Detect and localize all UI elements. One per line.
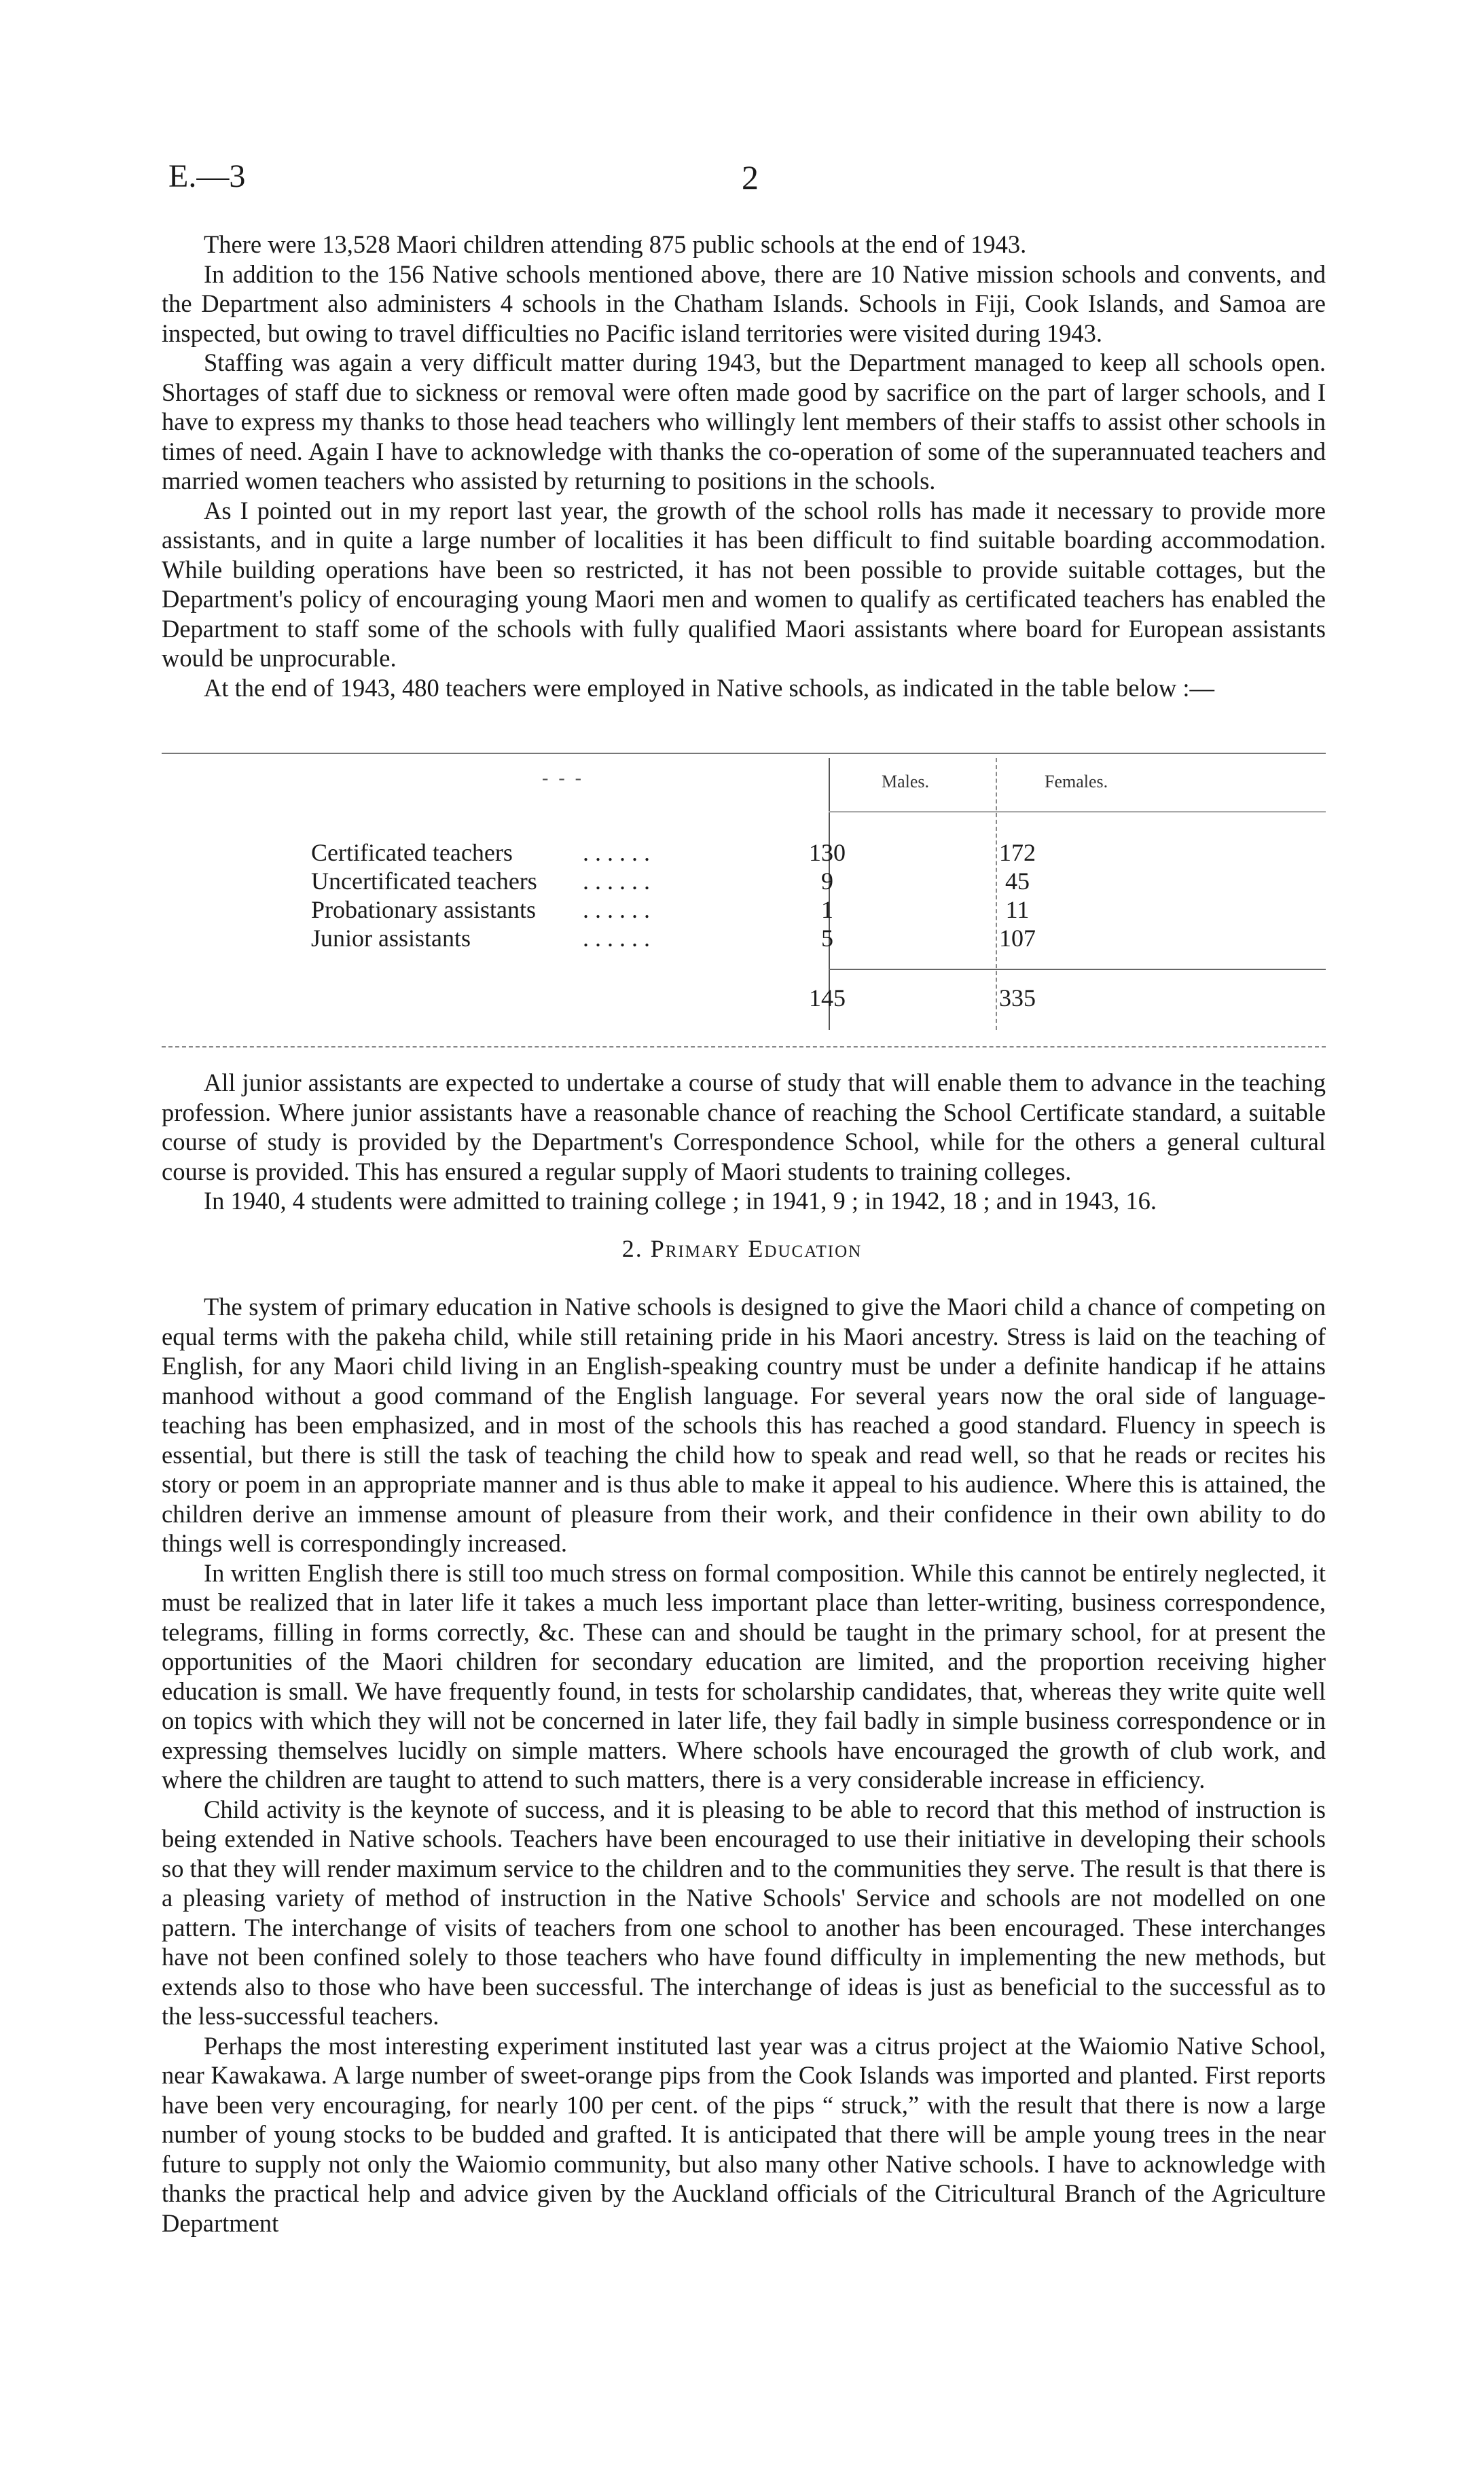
total-males: 145: [809, 984, 846, 1012]
header-rule: [829, 811, 1326, 812]
table-bottom-rule: [162, 1046, 1326, 1048]
table-cell-females: 45: [1005, 867, 1030, 895]
total-females: 335: [999, 984, 1036, 1012]
table-row-label: Certificated teachers: [311, 839, 513, 866]
paragraph: At the end of 1943, 480 teachers were employed in Native schools, as indicated in the table below :—: [204, 673, 1214, 702]
section-heading: [0, 1234, 1484, 1263]
dot-leader: . . . . . .: [583, 925, 650, 952]
table-cell-males: 5: [821, 925, 833, 952]
totals-rule: [829, 969, 1326, 970]
paragraph: As I pointed out in my report last year, the growth of the school rolls has made it necessary to provide more assistants, and in quite a large number of localities it has been difficult to find suitable boarding accommodation. While building operations have been so restricted, it has not been possible to provide suitable cottages, but the Department's policy of encouraging young Maori men and women to qualify as certificated teachers has enabled the Department to staff some of the schools with fully qualified Maori assistants where board for European assistants would be unprocurable.: [162, 496, 1326, 672]
section-1-text: [162, 230, 1326, 702]
paragraph: Perhaps the most interesting experiment instituted last year was a citrus project at the Waiomio Native School, near Kawakawa. A large number of sweet-orange pips from the Cook Islands was imported and planted. First reports have been very encouraging, for nearly 100 per cent. of the pips “ struck,” with the result that there is now a large number of young stocks to be budded and grafted. It is anticipated that there will be ample young trees in the near future to supply not only the Waiomio community, but also many other Native schools. I have to acknowledge with thanks the practical help and advice given by the Auckland officials of the Citricultural Branch of the Agriculture Department: [162, 2031, 1326, 2237]
dot-leader: . . . . . .: [583, 867, 650, 895]
table-cell-females: 107: [999, 925, 1036, 952]
paragraph: All junior assistants are expected to undertake a course of study that will enable them to advance in the teaching profession. Where junior assistants have a reasonable chance of reaching the School Certificate standard, a suitable course of study is provided by the Department's Correspondence School, while for the others a general cultural course is provided. This has ensured a regular supply of Maori students to training colleges.: [162, 1069, 1326, 1185]
table-top-rule: [162, 753, 1326, 754]
paragraph: There were 13,528 Maori children attending 875 public schools at the end of 1943.: [204, 230, 1027, 258]
table-row-label: Uncertificated teachers: [311, 867, 537, 895]
table-cell-females: 172: [999, 839, 1036, 866]
section-3-text: [162, 1292, 1326, 2238]
table-cell-males: 9: [821, 867, 833, 895]
heading-number: 2.: [621, 1235, 643, 1262]
column-header-males: Males.: [882, 772, 930, 791]
heading-title: Primary Education: [650, 1235, 863, 1262]
paragraph: Child activity is the keynote of success, and it is pleasing to be able to record that this method of instruction is being extended in Native schools. Teachers have been encouraged to use their initiative in developing their schools so that they will render maximum service to the children and to the communities they serve. The result is that there is a pleasing variety of method of instruction in the Native Schools' Service and schools are not modelled on one pattern. The interchange of visits of teachers from one school to another has been encouraged. These interchanges have not been confined solely to those teachers who have found difficulty in implementing the new methods, but extends also to those who have been successful. The interchange of ideas is just as beneficial to the successful as to the less-successful teachers.: [162, 1795, 1326, 2030]
table-cell-males: 1: [821, 896, 833, 923]
table-stub-header: - - -: [542, 768, 584, 789]
page-number: 2: [742, 158, 759, 196]
paragraph: In 1940, 4 students were admitted to training college ; in 1941, 9 ; in 1942, 18 ; and in 1943, 16.: [204, 1187, 1157, 1215]
paragraph: Staffing was again a very difficult matter during 1943, but the Department managed to keep all schools open. Shortages of staff due to sickness or removal were often made good by sacrifice on the part of larger schools, and I have to express my thanks to those head teachers who willingly lent members of their staffs to assist other schools in times of need. Again I have to acknowledge with thanks the co-operation of some of the superannuated teachers and married women teachers who assisted by returning to positions in the schools.: [162, 348, 1326, 495]
table-cell-females: 11: [1005, 896, 1030, 923]
paragraph: The system of primary education in Native schools is designed to give the Maori child a chance of competing on equal terms with the pakeha child, while still retaining pride in his Maori ancestry. Stress is laid on the teaching of English, for any Maori child living in an English-speaking country must be under a definite handicap if he attains manhood without a good command of the English language. For several years now the oral side of language-teaching has been emphasized, and in most of the schools this has reached a good standard. Fluency in speech is essential, but there is still the task of teaching the child how to speak and read well, so that he reads or recites his story or poem in an appropriate manner and is thus able to make it appeal to his audience. Where this is attained, the children derive an immense amount of pleasure from their work, and their confidence in their own ability to do things well is correspondingly increased.: [162, 1293, 1326, 1557]
document-reference: E.—3: [168, 158, 246, 194]
paragraph: In addition to the 156 Native schools mentioned above, there are 10 Native mission schools and convents, and the Department also administers 4 schools in the Chatham Islands. Schools in Fiji, Cook Islands, and Samoa are inspected, but owing to travel difficulties no Pacific island territories were visited during 1943.: [162, 260, 1326, 347]
table-row-label: Junior assistants: [311, 925, 471, 952]
section-2-text: [162, 1068, 1326, 1216]
column-header-females: Females.: [1045, 772, 1108, 791]
table-cell-males: 130: [809, 839, 846, 866]
table-row-label: Probationary assistants: [311, 896, 536, 923]
paragraph: In written English there is still too much stress on formal composition. While this cannot be entirely neglected, it must be realized that in later life it takes a much less important place than letter-writing, business correspondence, telegrams, filling in forms correctly, &c. These can and should be taught in the primary school, for at present the opportunities of the Maori children for secondary education are limited, and the proportion receiving higher education is small. We have frequently found, in tests for scholarship candidates, that, whereas they write quite well on topics with which they will not be concerned in later life, they fail badly in simple business correspondence or in expressing themselves lucidly on simple matters. Where schools have encouraged the growth of club work, and where the children are taught to attend to such matters, there is a very considerable increase in efficiency.: [162, 1558, 1326, 1793]
dot-leader: . . . . . .: [583, 896, 650, 923]
teachers-table: [162, 753, 1326, 1052]
dot-leader: . . . . . .: [583, 839, 650, 866]
